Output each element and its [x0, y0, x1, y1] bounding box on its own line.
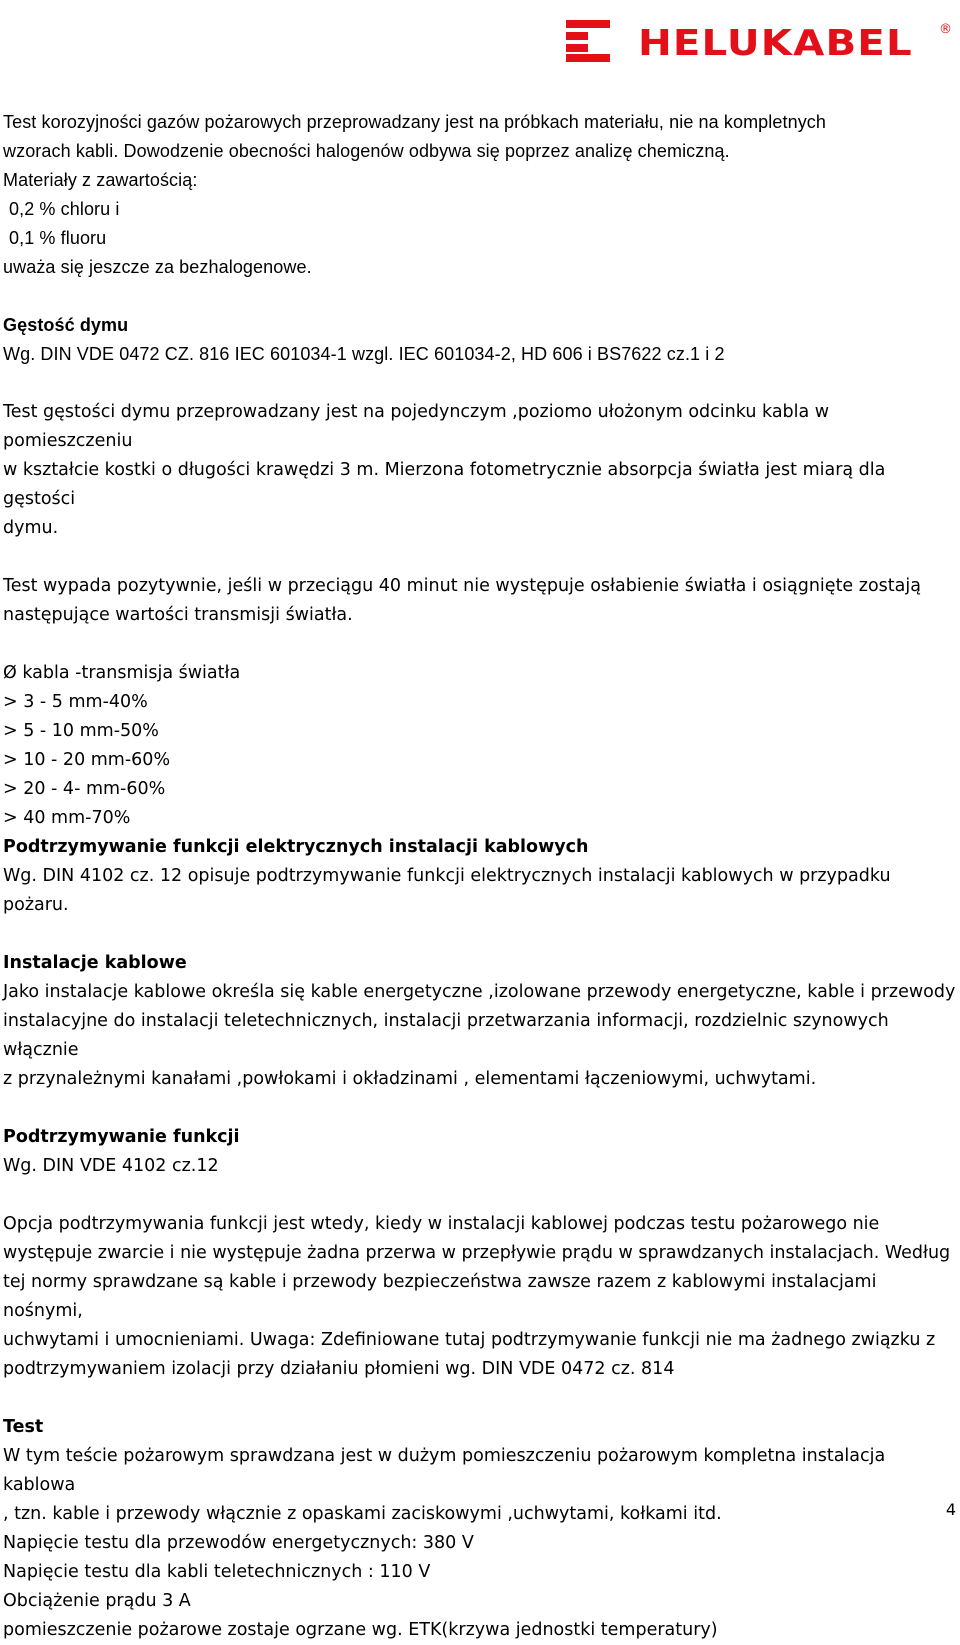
text-line: podtrzymywaniem izolacji przy działaniu płomieni wg. DIN VDE 0472 cz. 814 [3, 1359, 675, 1379]
text-line: z przynależnymi kanałami ,powłokami i okładzinami , elementami łączeniowymi, uchwytami. [3, 1069, 817, 1089]
text-line: Napięcie testu dla kabli teletechnicznych : 110 V [3, 1562, 431, 1582]
section-heading: Test [3, 1417, 44, 1437]
text-line: tej normy sprawdzane są kable i przewody bezpieczeństwa zawsze razem z kablowymi instalacjami nośnymi, [3, 1272, 877, 1321]
list-item: Ø kabla -transmisja światła [3, 663, 241, 683]
text-line: pomieszczenie pożarowe zostaje ogrzane wg. ETK(krzywa jednostki temperatury) [3, 1620, 718, 1640]
text-line: , tzn. kable i przewody włącznie z opaskami zaciskowymi ,uchwytami, kołkami itd. [3, 1504, 722, 1524]
support-paragraph [3, 1210, 958, 1384]
list-item: > 40 mm-70% [3, 808, 131, 828]
logo-mark-icon [566, 20, 610, 62]
text-line: w kształcie kostki o długości krawędzi 3 m. Mierzona fotometrycznie absorpcja światła jest miarą dla gęstości [3, 460, 886, 509]
text-line: Opcja podtrzymywania funkcji jest wtedy, kiedy w instalacji kablowej podczas testu pożarowego nie [3, 1214, 880, 1234]
section-heading: Gęstość dymu [3, 315, 129, 335]
logo-text: HELUKABEL [638, 23, 913, 64]
test-paragraph [3, 1442, 958, 1645]
text-line: instalacyjne do instalacji teletechnicznych, instalacji przetwarzania informacji, rozdzielnic szynowych włącznie [3, 1011, 889, 1060]
text-line: Test wypada pozytywnie, jeśli w przeciągu 40 minut nie występuje osłabienie światła i osiągnięte zostają [3, 576, 921, 596]
section-heading: Instalacje kablowe [3, 953, 187, 973]
smoke-density-section [3, 311, 958, 369]
transmission-list [3, 659, 958, 833]
text-line: 0,2 % chloru i [9, 199, 120, 219]
text-line: dymu. [3, 518, 59, 538]
text-line: uchwytami i umocnieniami. Uwaga: Zdefiniowane tutaj podtrzymywanie funkcji nie ma żadnego związku z [3, 1330, 936, 1350]
smoke-test-paragraph [3, 398, 958, 543]
helukabel-logo [566, 18, 956, 64]
list-item: > 20 - 4- mm-60% [3, 779, 166, 799]
install-paragraph [3, 978, 958, 1094]
text-line: Obciążenie prądu 3 A [3, 1591, 191, 1611]
list-item: > 3 - 5 mm-40% [3, 692, 148, 712]
list-item: > 5 - 10 mm-50% [3, 721, 159, 741]
text-line: Napięcie testu dla przewodów energetycznych: 380 V [3, 1533, 474, 1553]
text-line: następujące wartości transmisji światła. [3, 605, 353, 625]
intro-section [3, 108, 958, 282]
text-line: Wg. DIN 4102 cz. 12 opisuje podtrzymywanie funkcji elektrycznych instalacji kablowych w przypadku pożaru. [3, 866, 891, 915]
text-line: W tym teście pożarowym sprawdzana jest w dużym pomieszczeniu pożarowym kompletna instalacja kablowa [3, 1446, 886, 1495]
text-line: Jako instalacje kablowe określa się kable energetyczne ,izolowane przewody energetyczne, kable i przewody [3, 982, 956, 1002]
page-number: 4 [945, 1500, 956, 1519]
text-line: uważa się jeszcze za bezhalogenowe. [3, 257, 312, 277]
text-line: występuje zwarcie i nie występuje żadna przerwa w przepływie prądu w sprawdzanych instalacjach. Według [3, 1243, 951, 1263]
registered-mark: ® [939, 22, 952, 37]
section-heading: Podtrzymywanie funkcji [3, 1127, 240, 1147]
text-line: Test gęstości dymu przeprowadzany jest na pojedynczym ,poziomo ułożonym odcinku kabla w pomieszczeniu [3, 402, 830, 451]
text-line: Wg. DIN VDE 0472 CZ. 816 IEC 601034-1 wzgl. IEC 601034-2, HD 606 i BS7622 cz.1 i 2 [3, 344, 725, 364]
list-item: > 10 - 20 mm-60% [3, 750, 171, 770]
text-line: wzorach kabli. Dowodzenie obecności halogenów odbywa się poprzez analizę chemiczną. [3, 141, 730, 161]
text-line: Test korozyjności gazów pożarowych przeprowadzany jest na próbkach materiału, nie na kompletnych [3, 112, 827, 132]
document-body [3, 108, 958, 1645]
text-line: Wg. DIN VDE 4102 cz.12 [3, 1156, 219, 1176]
smoke-result-paragraph [3, 572, 958, 630]
text-line: Materiały z zawartością: [3, 170, 198, 190]
text-line: 0,1 % fluoru [9, 228, 107, 248]
section-heading: Podtrzymywanie funkcji elektrycznych instalacji kablowych [3, 837, 589, 857]
